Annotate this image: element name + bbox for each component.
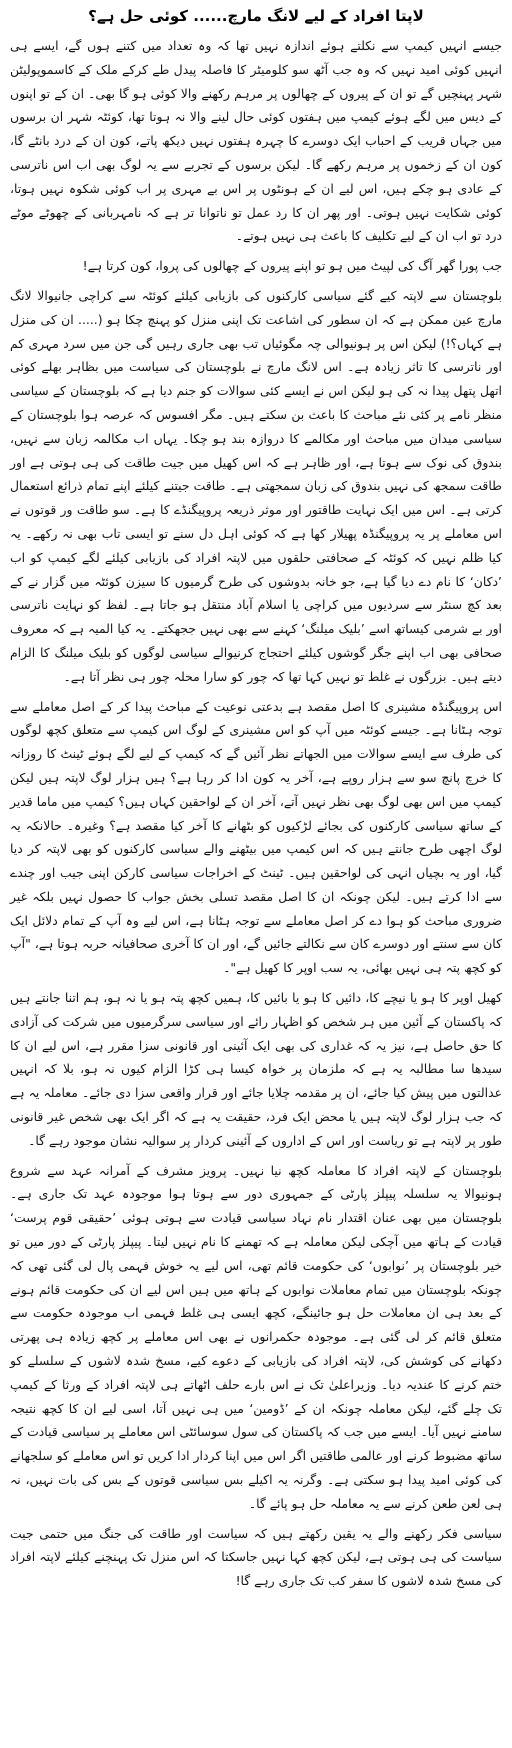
- article-paragraph-5: کھیل اوپر کا ہو یا نیچے کا، دائیں کا ہو یا بائیں کا، ہمیں کچھ پتہ ہو یا نہ ہو، ہم اتنا جانتے ہیں کہ پاکستان کے آئین میں ہر شخص کو اظہار رائے اور سیاسی سرگرمیوں میں شرکت کی آزادی کا حق حاصل ہے، نیز یہ کہ غداری کی بھی ایک آئینی اور قانونی سزا مقرر ہے، اس لیے ان کا سیدھا سا مطالبہ یہ ہے کہ ملزمان پر خواہ کیسا ہی کڑا الزام کیوں نہ ہو، بلا کہ انہیں عدالتوں میں پیش کیا جائے، ان پر مقدمہ چلایا جائے اور قرار واقعی سزا دی جائے۔ معاملہ یہ ہے کہ جب ہزار لوگ لاپتہ ہیں یا محض ایک فرد، حقیقت یہ ہے کہ اگر ایک بھی شخص غیر قانونی طور پر لاپتہ ہے تو ریاست اور اس کے اداروں کے آئینی کردار پر سوالیہ نشان موجود رہے گا۔: [10, 990, 502, 1148]
- article-paragraph-4: اس پروپیگنڈہ مشینری کا اصل مقصد ہے بدعتی نوعیت کے مباحث پیدا کر کے اصل معاملے سے توجہ ہٹانا ہے۔ جیسے کوئٹہ میں آپ کو اس مشینری کے لوگ اس کیمپ سے متعلق کچھ لوگوں کی طرف سے ایسے سوالات میں الجھاتے نظر آئیں گے کہ کیمپ کے لیے لگے ہوئے ٹینٹ کا روزانہ کا خرچ پانچ سو سے ہزار روپے ہے، آخر یہ کون ادا کر رہا ہے؟ ہیں ہزار لوگ لاپتہ ہیں لیکن کیمپ میں اس بھی لوگ بھی نظر نہیں آتے، آخر ان کے لواحقین کہاں ہیں؟ کیمپ میں ماما قدیر کے ساتھ سیاسی کارکنوں کی بجائے لڑکیوں کو بٹھانے کا آخر کیا مقصد ہے؟ وغیرہ۔ حالانکہ یہ لوگ اچھی طرح جانتے ہیں کہ اس کیمپ میں بیٹھنے والے سیاسی کارکنوں کو بھی لاپتہ کر دیا گیا، اور یہ بچیاں انہی کی لواحقین ہیں۔ ٹینٹ کے اخراجات سیاسی کارکن اپنی جیب اور چندے سے ادا کرتے ہیں۔ لیکن چونکہ ان کا اصل مقصد تسلی بخش جواب کا حصول نہیں بلکہ غیر ضروری مباحث کو ہوا دے کر اصل معاملے سے توجہ ہٹانا ہے، اس لیے وہ آپ کے تمام دلائل ایک کان سے سنتے اور دوسرے کان سے نکالتے جائیں گے، اور ان کا آخری صحافیانہ حربہ ہوتا ہے، "آپ کو کچھ پتہ ہی نہیں بھائی، یہ سب اوپر کا کھیل ہے"۔: [10, 698, 502, 976]
- article-body: [10, 34, 502, 1593]
- article-paragraph-1: جیسے انہیں کیمپ سے نکلتے ہوئے اندازہ نہیں تھا کہ وہ تعداد میں کتنے ہوں گے، ایسے ہی انہیں کوئی امید نہیں کہ وہ جب آٹھ سو کلومیٹر کا فاصلہ پیدل طے کرکے ملک کے کاسموپولیٹن شہر پہنچیں گے تو ان کے پیروں کے چھالوں پر مرہم رکھنے والا کوئی ہو گا بھی۔ ان کے تو اپنوں کے دیس میں لگے ہوئے کیمپ میں ہفتوں کوئی حال لینے والا نہ ہوتا تھا، کوئٹہ شہر ان برسوں میں جہاں قریب کے احباب ایک دوسرے کا چہرہ ہفتوں نہیں دیکھ پاتے، کون ان کے درد بانٹے گا، کون ان کے زخموں پر مرہم رکھے گا۔ لیکن برسوں کے تجربے سے یہ لوگ بھی اب اس ناترسی کے عادی ہو چکے ہیں، اس لیے ان کے ہونٹوں پر اس بے مہری پر اب کوئی شکوہ نہیں ہوتا، کوئی شکایت نہیں ہوتی۔ اور پھر ان کا رد عمل تو ناتوانا تر ہے کہ نامہربانی کے چھوٹے موٹے درد تو اب ان کے لیے تکلیف کا باعث ہی نہیں ہوتے۔: [10, 38, 502, 244]
- article-paragraph-7: سیاسی فکر رکھنے والے یہ یقین رکھتے ہیں کہ سیاست اور طاقت کی جنگ میں حتمی جیت سیاست کی ہی ہوتی ہے، لیکن کچھ کہا نہیں جاسکتا کہ اس منزل تک پہنچنے کیلئے لاپتہ افراد کی مسخ شدہ لاشوں کا سفر کب تک جاری رہے گا!: [10, 1525, 502, 1589]
- article-paragraph-6: بلوچستان کے لاپتہ افراد کا معاملہ کچھ نیا نہیں۔ پرویز مشرف کے آمرانہ عہد سے شروع ہونیوالا یہ سلسلہ پیپلز پارٹی کے جمہوری دور سے ہوتا ہوا موجودہ عہد تک جاری ہے۔ بلوچستان میں بھی عنان اقتدار نام نہاد سیاسی قیادت سے ہوتی ہوئی ’حقیقی قوم پرست‘ قیادت کے ہاتھ میں آچکی لیکن معاملہ ہے کہ تھمنے کا نام نہیں لیتا۔ پیپلز پارٹی کے دور میں تو خیر بلوچستان پر ’نوابوں‘ کی حکومت قائم تھی، اس لیے یہ خوش فہمی پال لی گئی تھی کہ چونکہ بلوچستان میں تمام معاملات نوابوں کے ہاتھ میں ہیں اس لیے ان کی حکومت قائم ہونے کے بعد ہی ان معاملات حل ہو جائینگے، کچھ ایسی ہی غلط فہمی اب موجودہ حکومت سے متعلق قائم کر لی گئی ہے۔ موجودہ حکمرانوں نے بھی اس معاملے پر کچھ زیادہ ہی پھرتی دکھانے کی کوشش کی، لاپتہ افراد کی بازیابی کے دعوے کیے، مسخ شدہ لاشوں کے سلسلے کو ختم کرنے کا عندیہ دیا۔ وزیراعلیٰ تک نے اس بارے حلف اٹھاتے ہی لاپتہ افراد کے ورثا کے کیمپ تک چلے گئے، لیکن معاملہ چونکہ ان کے ’ڈومین‘ میں ہی نہیں آتا، اسی لیے ان کا کچھ نتیجہ سامنے نہیں آیا۔ ایسے میں جب کہ پاکستان کی سول سوسائٹی اس معاملے پر سیاسی قیادت کے ساتھ مضبوط کرنے اور عالمی طاقتیں اگر اس میں اپنا کردار ادا کریں تو اس معاملے کو سلجھانے کی کوئی امید پیدا ہو سکتی ہے۔ وگرنہ یہ اکیلے بس سیاسی قوتوں کے بس کی بات نہیں، نہ ہی لعن طعن کرنے سے یہ معاملہ حل ہو پائے گا۔: [10, 1162, 502, 1511]
- article-paragraph-2: جب پورا گھر آگ کی لپیٹ میں ہو تو اپنے پیروں کے چھالوں کی پروا، کون کرتا ہے!: [82, 258, 502, 274]
- article-headline: لاپتا افراد کے لیے لانگ مارچ...... کوئی حل ہے؟: [88, 7, 424, 25]
- article-paragraph-3: بلوچستان سے لاپتہ کیے گئے سیاسی کارکنوں کی بازیابی کیلئے کوئٹہ سے کراچی جانیوالا لانگ مارچ عین ممکن ہے کہ ان سطور کی اشاعت تک اپنی منزل کو پہنچ چکا ہو (..... ان کی منزل ہے کہاں؟!) لیکن اس پر ہونیوالی چہ مگوئیاں تب بھی جاری رہیں گی جن میں سرد مہری کم اور ناترسی کا تاثر زیادہ ہے۔ اس لانگ مارچ نے بلوچستان کی سیاست میں بظاہر بھلے کوئی اتھل پتھل پیدا نہ کی ہو لیکن اس نے ایسے کئی سوالات کو جنم دیا ہے کہ بلوچستان کے سیاسی منظر نامے پر کئی نئے مباحث کا باعث بن سکتے ہیں۔ مگر افسوس کہ عرصہ ہوا بلوچستان کے سیاسی میدان میں مباحث اور مکالمے کا دروازہ بند ہو چکا۔ یہاں اب مکالمہ زبان سے نہیں، بندوق کی نوک سے ہوتا ہے، اور ظاہر ہے کہ اس کھیل میں جیت طاقت کی ہی ہوتی ہے اور طاقت سمجھ کی نہیں بندوق کی زبان سمجھتی ہے۔ طاقت جیتنے کیلئے اپنے تمام ذرائع استعمال کرتی ہے۔ اس میں ایک نہایت طاقتور اور موثر ذریعہ پروپیگنڈے کا ہے۔ سو طاقت ور قوتوں نے اس معاملے پر یہ پروپیگنڈہ پھیلار کھا ہے کہ کوئی اہل دل سنے تو ایسی تاب بھی نہ رکھے۔ یہ کیا ظلم نہیں کہ کوئٹہ کے صحافتی حلقوں میں لاپتہ افراد کی بازیابی کیلئے لگے کیمپ کو اب ’دکان‘ کا نام دے دیا گیا ہے، جو خانہ بدوشوں کی طرح گرمیوں کا سیزن کوئٹہ میں گزار نے کے بعد کچ سنٹر سے سردیوں میں کراچی یا اسلام آباد منتقل ہو جاتا ہے۔ لفظ کو نہایت ناترسی اور بے شرمی کیساتھ اسے ’بلیک میلنگ‘ کہنے سے بھی نہیں ججھکتے۔ یہ کیا المیہ ہے کہ معروف صحافی بھی اب اپنے جگر گوشوں کیلئے احتجاج کرنیوالے سیاسی لوگوں کو بلیک میلنگ کا الزام دیتے ہیں۔ بزرگوں نے غلط تو نہیں کہا تھا کہ چور کو سارا محلہ چور ہی نظر آتا ہے۔: [10, 287, 502, 684]
